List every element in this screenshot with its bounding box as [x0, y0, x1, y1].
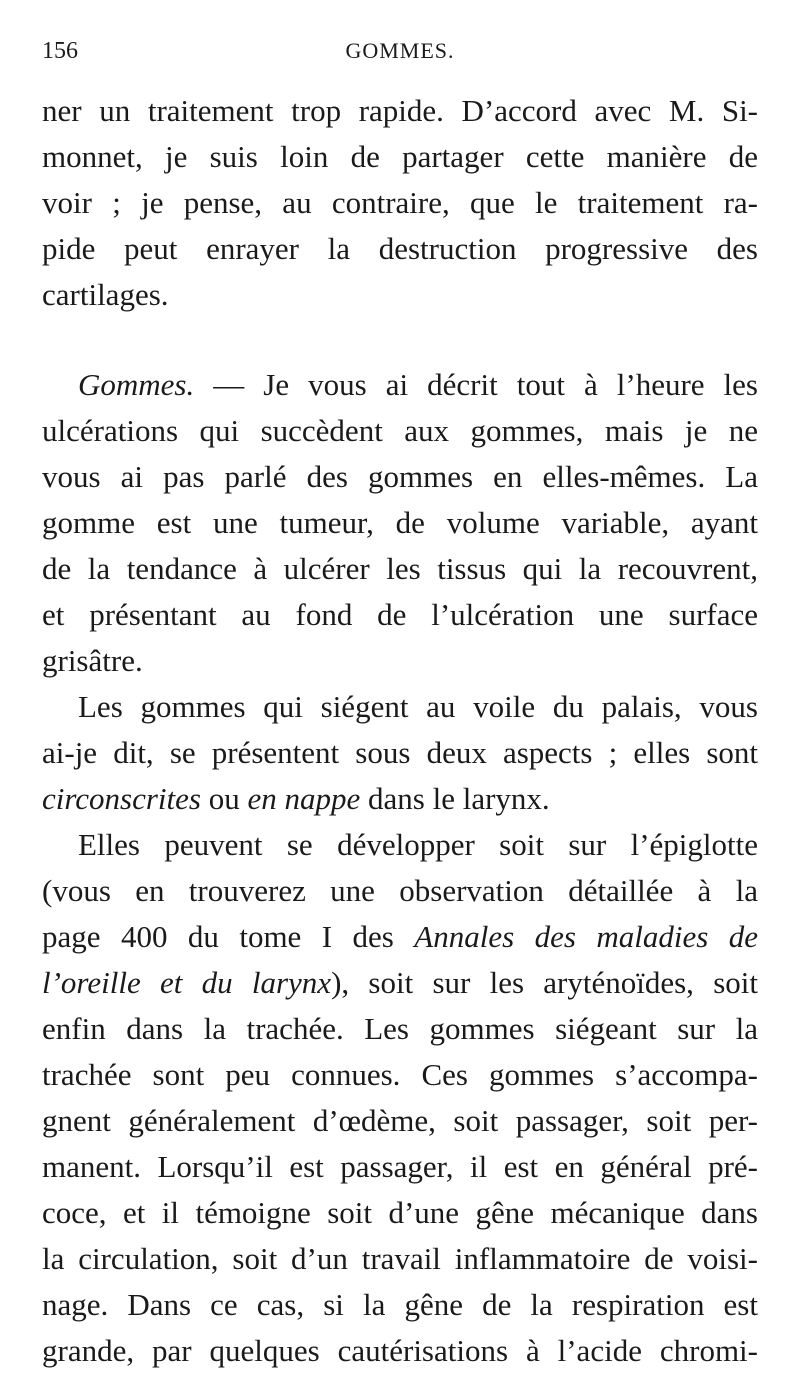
- text-line: ner un traitement trop rapide. D’accord avec M. Si-: [42, 93, 758, 128]
- body-text: [42, 88, 758, 1374]
- text-line: de la tendance à ulcérer les tissus qui la recouvrent,: [42, 551, 758, 586]
- text-line: et présentant au fond de l’ulcération une surface: [42, 597, 758, 632]
- text-line: ai-je dit, se présentent sous deux aspects ; elles sont: [42, 735, 758, 770]
- text-line: (vous en trouverez une observation détaillée à la: [42, 873, 758, 908]
- text-line: manent. Lorsqu’il est passager, il est en général pré-: [42, 1149, 758, 1184]
- text-line: ulcérations qui succèdent aux gommes, mais je ne: [42, 413, 758, 448]
- text-line: gnent généralement d’œdème, soit passager, soit per-: [42, 1103, 758, 1138]
- text-line: enfin dans la trachée. Les gommes siégeant sur la: [42, 1011, 758, 1046]
- text-line: nage. Dans ce cas, si la gêne de la respiration est: [42, 1287, 758, 1322]
- text-line: grisâtre.: [42, 643, 143, 678]
- running-head: [42, 38, 758, 78]
- italic-term: en nappe: [247, 781, 361, 816]
- text-span: dans le larynx.: [360, 781, 550, 816]
- text-line: Les gommes qui siégent au voile du palais, vous: [78, 689, 758, 724]
- text-line: Elles peuvent se développer soit sur l’épiglotte: [78, 827, 758, 862]
- journal-title: Annales des maladies de: [414, 919, 759, 954]
- journal-title: l’oreille et du larynx: [42, 965, 332, 1000]
- text-span: ), soit sur les aryténoïdes, soit: [331, 965, 758, 1000]
- text-line: coce, et il témoigne soit d’une gêne mécanique dans: [42, 1195, 758, 1230]
- text-line: [42, 914, 758, 960]
- text-line: gomme est une tumeur, de volume variable, ayant: [42, 505, 758, 540]
- text-span: — Je vous ai décrit tout à l’heure les: [194, 367, 758, 402]
- text-line: vous ai pas parlé des gommes en elles-mêmes. La: [42, 459, 758, 494]
- text-line: la circulation, soit d’un travail inflammatoire de voisi-: [42, 1241, 758, 1276]
- text-span: ou: [200, 781, 248, 816]
- text-line: grande, par quelques cautérisations à l’acide chromi-: [42, 1333, 758, 1368]
- running-head-title: GOMMES.: [345, 38, 455, 63]
- text-line: cartilages.: [42, 277, 169, 312]
- section-heading: Gommes.: [78, 367, 195, 402]
- paragraph-gap: [42, 318, 758, 362]
- text-line: voir ; je pense, au contraire, que le traitement ra-: [42, 185, 758, 220]
- text-line: [42, 362, 758, 408]
- text-line: monnet, je suis loin de partager cette manière de: [42, 139, 758, 174]
- page-number: 156: [42, 38, 78, 64]
- italic-term: circonscrites: [42, 781, 201, 816]
- text-line: [42, 776, 758, 822]
- text-line: trachée sont peu connues. Ces gommes s’accompa-: [42, 1057, 758, 1092]
- text-span: page 400 du tome I des: [42, 919, 415, 954]
- text-line: [42, 960, 758, 1006]
- text-line: pide peut enrayer la destruction progressive des: [42, 231, 758, 266]
